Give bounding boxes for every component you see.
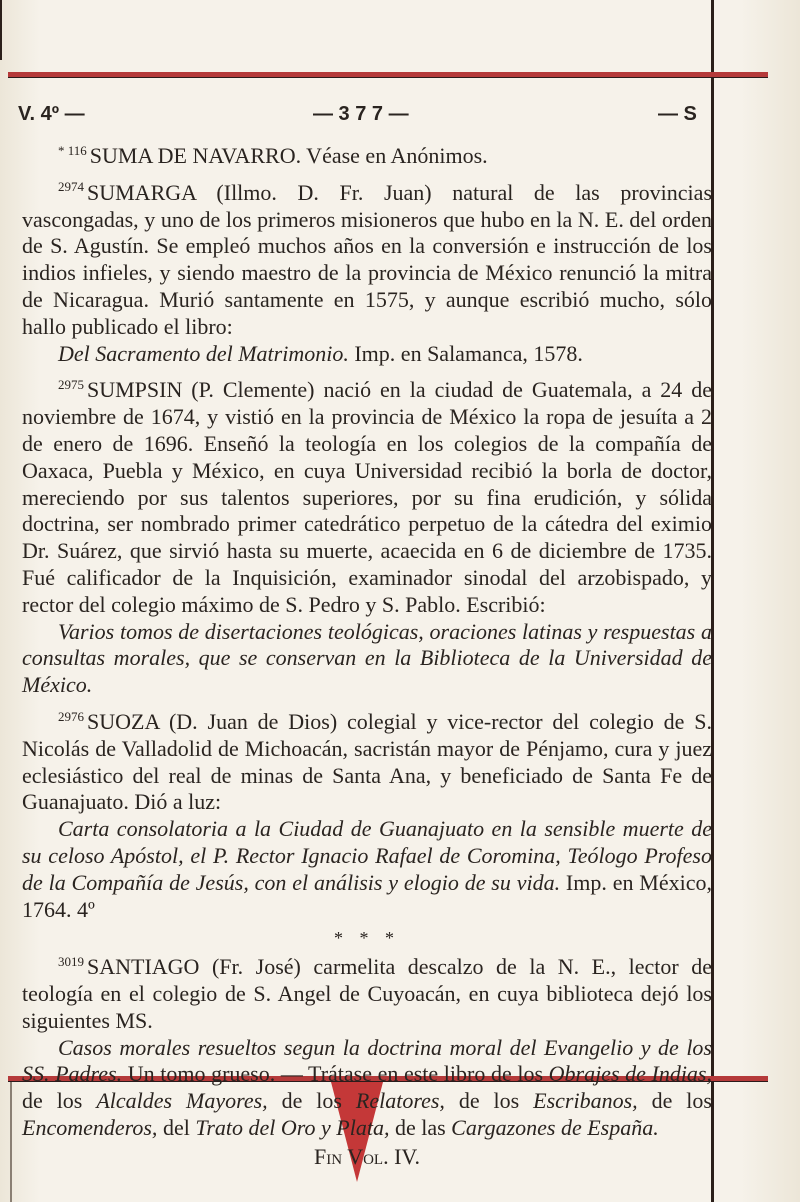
entry-2975-work (22, 619, 712, 699)
work-topic: Obrajes de Indias, (548, 1061, 712, 1087)
entry-number: 2974 (58, 179, 84, 195)
section-letter: — S (658, 103, 697, 125)
work-title: Casos morales resueltos segun la doctrina moral del Evangelio y de los SS. Padres. (22, 1034, 712, 1087)
entry-number: 2976 (58, 708, 84, 724)
main-text (22, 143, 712, 1170)
entry-text: SANTIAGO (Fr. José) carmelita descalzo de la N. E., lector de teología en el colegio de S. Angel de Cuyoacán, en cuya biblioteca dejó los siguientes MS. (22, 954, 712, 1033)
work-note: de los (637, 1088, 712, 1114)
running-header (18, 103, 718, 131)
entry-2974-work (22, 341, 712, 368)
page-number: — 3 7 7 — (313, 103, 409, 125)
work-topic: Trato del Oro y Plata, (195, 1114, 390, 1140)
end-of-volume: Fin Vol. IV. (314, 1143, 420, 1169)
work-topic: Cargazones de España. (451, 1114, 659, 1140)
entry-2976-work (22, 816, 712, 923)
entry-text: SUMPSIN (P. Clemente) nació en la ciudad de Guatemala, a 24 de noviembre de 1674, y vistió en la provincia de México la ropa de jesuíta a 2 de enero de 1696. Enseñó la teología en los colegios de la compañía de Oaxaca, Puebla y México, en cuya Universidad recibió la borla de doctor, mereciendo por sus talentos superiores, por su fina erudición, y sólida doctrina, ser nombrado primer catedrático perpetuo de la cátedra del eximio Dr. Suárez, que sirvió hasta su muerte, acaecida en 6 de diciembre de 1735. Fué calificador de la Inquisición, examinador sinodal del arzobispado, y rector del colegio máximo de S. Pedro y S. Pablo. Escribió: (22, 377, 712, 617)
entry-116 (22, 143, 712, 170)
entry-number: 3019 (58, 953, 84, 969)
work-note: del (157, 1114, 196, 1140)
entry-text: SUMA DE NAVARRO. Véase en Anónimos. (89, 143, 488, 168)
work-topic: Alcaldes Mayores, (96, 1088, 268, 1114)
work-topic: Escribanos, (533, 1088, 638, 1114)
section-divider-stars: * * * (334, 928, 400, 949)
work-note: de los (444, 1088, 534, 1114)
entry-2975 (22, 377, 712, 618)
work-note: de los (267, 1088, 356, 1114)
work-topic: Relatores, (355, 1088, 445, 1114)
work-title: Carta consolatoria a la Ciudad de Guanajuato en la sensible muerte de su celoso Apóstol, el P. Rector Ignacio Rafael de Coromina, Teólogo Profeso de la Compañía de Jesús, con el análisis y elogio de su vida. (22, 816, 712, 895)
entry-text: SUOZA (D. Juan de Dios) colegial y vice-rector del colegio de S. Nicolás de Valladolid de Michoacán, sacristán mayor de Pénjamo, cura y juez eclesiástico del real de minas de Santa Ana, y beneficiado de Santa Fe de Guanajuato. Dió a luz: (22, 708, 712, 815)
volume-label: V. 4º — (18, 103, 85, 125)
work-imprint: Imp. en Salamanca, 1578. (348, 340, 583, 366)
work-note: de las (389, 1114, 452, 1140)
work-imprint: Imp. en México, 1764. 4º (22, 869, 712, 922)
binding-edge-top (0, 0, 2, 60)
work-note: de los (22, 1088, 97, 1114)
binding-edge-bottom (10, 1082, 12, 1202)
entry-text: SUMARGA (Illmo. D. Fr. Juan) natural de las provincias vascongadas, y uno de los primeros misioneros que hubo en la N. E. del orden de S. Agustín. Se empleó muchos años en la conversión e instrucción de los indios infieles, y siendo maestro de la provincia de México renunció la mitra de Nicaragua. Murió santamente en 1575, y aunque escribió mucho, sólo hallo publicado el libro: (22, 179, 712, 339)
entry-number: * 116 (58, 142, 87, 158)
entry-number: 2975 (58, 377, 84, 393)
work-title: Varios tomos de disertaciones teológicas, oraciones latinas y respuestas a consultas morales, que se conservan en la Biblioteca de la Universidad de México. (22, 618, 712, 698)
entry-2974 (22, 180, 712, 341)
top-rule (8, 72, 768, 77)
work-note: Un tomo grueso. — Trátase en este libro de los (122, 1061, 549, 1087)
entry-3019 (22, 954, 712, 1034)
work-topic: Encomenderos, (22, 1114, 158, 1140)
entry-2976 (22, 709, 712, 816)
work-title: Del Sacramento del Matrimonio. (58, 340, 349, 366)
entry-3019-work (22, 1035, 712, 1142)
